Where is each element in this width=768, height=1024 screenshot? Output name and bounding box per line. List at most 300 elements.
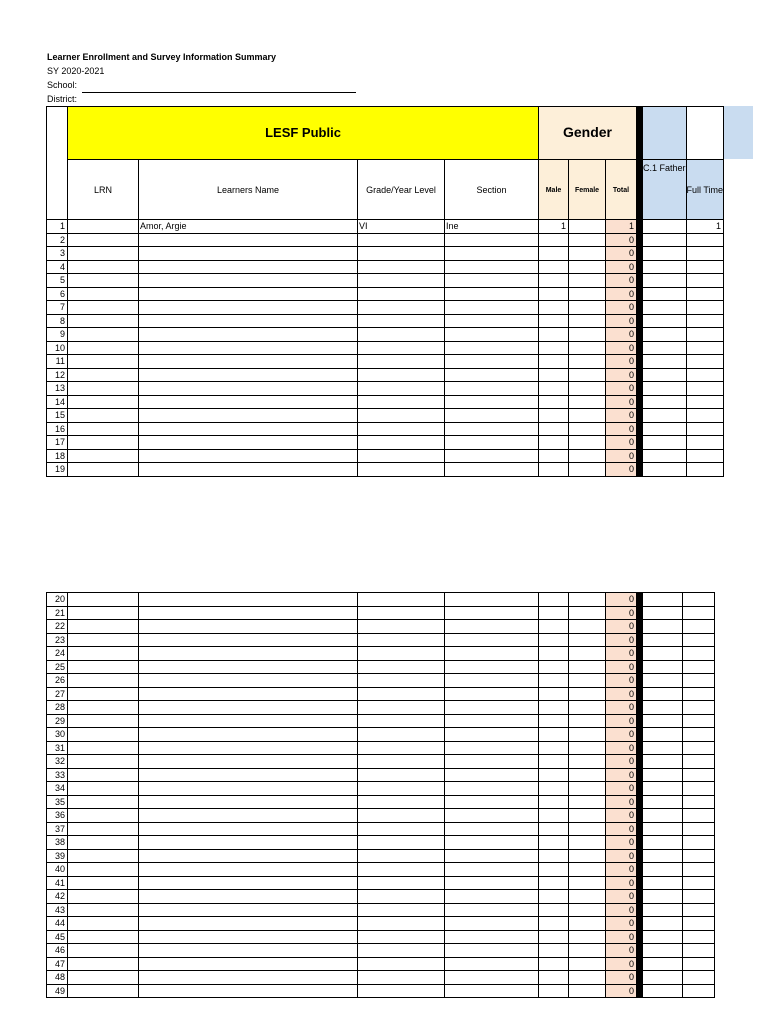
cell-male — [539, 836, 569, 850]
table-row — [47, 714, 715, 728]
cell-full-time: 1 — [686, 220, 724, 234]
cell-father — [643, 741, 683, 755]
cell-father — [643, 220, 687, 234]
table-row — [47, 944, 715, 958]
cell-total: 0 — [606, 341, 637, 355]
cell-full-time — [686, 409, 724, 423]
cell-father — [643, 795, 683, 809]
cell-female — [569, 984, 606, 998]
cell-num: 25 — [47, 660, 68, 674]
cell-section — [445, 728, 539, 742]
table-row — [47, 409, 724, 423]
cell-total: 0 — [606, 620, 637, 634]
table-row — [47, 741, 715, 755]
cell-lrn — [68, 593, 139, 607]
cell-female — [569, 903, 606, 917]
table-row — [47, 849, 715, 863]
cell-full-time — [683, 701, 715, 715]
cell-grade — [358, 768, 445, 782]
cell-section — [445, 314, 539, 328]
cell-total: 0 — [606, 422, 637, 436]
cell-male — [539, 984, 569, 998]
table-row — [47, 863, 715, 877]
cell-female — [569, 836, 606, 850]
cell-female — [569, 701, 606, 715]
cell-female — [569, 620, 606, 634]
cell-female — [569, 863, 606, 877]
cell-grade — [358, 233, 445, 247]
cell-section — [445, 449, 539, 463]
cell-full-time — [683, 687, 715, 701]
cell-male — [539, 395, 569, 409]
cell-section — [445, 593, 539, 607]
cell-father — [643, 287, 687, 301]
cell-section — [445, 620, 539, 634]
cell-female — [569, 328, 606, 342]
cell-male — [539, 274, 569, 288]
cell-total: 0 — [606, 647, 637, 661]
cell-female — [569, 890, 606, 904]
cell-female — [569, 449, 606, 463]
cell-full-time — [683, 633, 715, 647]
table-row — [47, 647, 715, 661]
cell-male — [539, 809, 569, 823]
cell-female — [569, 355, 606, 369]
cell-grade — [358, 795, 445, 809]
cell-full-time — [686, 341, 724, 355]
cell-male — [539, 660, 569, 674]
cell-male — [539, 368, 569, 382]
cell-grade — [358, 822, 445, 836]
cell-lrn — [68, 674, 139, 688]
cell-lrn — [68, 382, 139, 396]
cell-num: 8 — [47, 314, 68, 328]
cell-num: 16 — [47, 422, 68, 436]
table-row — [47, 233, 724, 247]
cell-name — [139, 436, 358, 450]
cell-female — [569, 755, 606, 769]
cell-num: 1 — [47, 220, 68, 234]
cell-name — [139, 863, 358, 877]
total-header: Total — [606, 160, 637, 220]
cell-father — [643, 876, 683, 890]
cell-father — [643, 355, 687, 369]
cell-male — [539, 728, 569, 742]
cell-female — [569, 917, 606, 931]
cell-father — [643, 593, 683, 607]
cell-male — [539, 341, 569, 355]
cell-grade — [358, 449, 445, 463]
cell-grade — [358, 930, 445, 944]
cell-name — [139, 463, 358, 477]
cell-total: 0 — [606, 849, 637, 863]
cell-section — [445, 633, 539, 647]
table-row — [47, 795, 715, 809]
cell-grade — [358, 260, 445, 274]
cell-male — [539, 903, 569, 917]
cell-father — [643, 971, 683, 985]
cell-section — [445, 328, 539, 342]
cell-total: 0 — [606, 660, 637, 674]
cell-grade — [358, 957, 445, 971]
cell-father — [643, 436, 687, 450]
cell-section — [445, 274, 539, 288]
cell-male — [539, 314, 569, 328]
cell-full-time — [686, 260, 724, 274]
cell-num: 17 — [47, 436, 68, 450]
cell-section — [445, 741, 539, 755]
cell-lrn — [68, 741, 139, 755]
cell-section — [445, 903, 539, 917]
cell-father — [643, 917, 683, 931]
table-row — [47, 782, 715, 796]
cell-section — [445, 247, 539, 261]
cell-lrn — [68, 463, 139, 477]
cell-num: 22 — [47, 620, 68, 634]
cell-father — [643, 930, 683, 944]
cell-total: 0 — [606, 287, 637, 301]
cell-total: 0 — [606, 755, 637, 769]
cell-grade — [358, 944, 445, 958]
cell-father — [643, 660, 683, 674]
cell-total: 0 — [606, 971, 637, 985]
cell-father — [643, 836, 683, 850]
cell-lrn — [68, 984, 139, 998]
cell-grade — [358, 809, 445, 823]
cell-total: 0 — [606, 463, 637, 477]
cell-lrn — [68, 436, 139, 450]
cell-grade — [358, 701, 445, 715]
cell-section — [445, 930, 539, 944]
cell-num: 40 — [47, 863, 68, 877]
cell-lrn — [68, 957, 139, 971]
cell-section — [445, 422, 539, 436]
cell-total: 0 — [606, 274, 637, 288]
cell-num: 41 — [47, 876, 68, 890]
cell-grade — [358, 409, 445, 423]
survey-header-blank — [643, 107, 687, 160]
cell-female — [569, 382, 606, 396]
cell-female — [569, 463, 606, 477]
cell-name — [139, 768, 358, 782]
cell-total: 0 — [606, 701, 637, 715]
cell-num: 32 — [47, 755, 68, 769]
cell-male — [539, 701, 569, 715]
cell-num: 11 — [47, 355, 68, 369]
cell-father — [643, 863, 683, 877]
cell-grade — [358, 274, 445, 288]
cell-female — [569, 809, 606, 823]
learners-name-header: Learners Name — [139, 160, 358, 220]
cell-female — [569, 409, 606, 423]
cell-name — [139, 795, 358, 809]
cell-name — [139, 647, 358, 661]
cell-section — [445, 890, 539, 904]
cell-male — [539, 620, 569, 634]
cell-total: 0 — [606, 593, 637, 607]
cell-name — [139, 341, 358, 355]
cell-male — [539, 795, 569, 809]
table-row — [47, 341, 724, 355]
cell-father — [643, 782, 683, 796]
table-row — [47, 620, 715, 634]
cell-num: 49 — [47, 984, 68, 998]
cell-lrn — [68, 930, 139, 944]
cell-grade — [358, 903, 445, 917]
cell-father — [643, 328, 687, 342]
cell-female — [569, 368, 606, 382]
cell-father — [643, 422, 687, 436]
cell-male — [539, 741, 569, 755]
cell-name — [139, 593, 358, 607]
cell-name — [139, 620, 358, 634]
cell-female — [569, 741, 606, 755]
cell-female — [569, 220, 606, 234]
cell-num: 7 — [47, 301, 68, 315]
table-row — [47, 984, 715, 998]
cell-full-time — [683, 768, 715, 782]
cell-grade — [358, 647, 445, 661]
table-row — [47, 701, 715, 715]
cell-full-time — [686, 395, 724, 409]
cell-lrn — [68, 903, 139, 917]
cell-total: 0 — [606, 301, 637, 315]
cell-father — [643, 368, 687, 382]
cell-female — [569, 795, 606, 809]
cell-total: 0 — [606, 903, 637, 917]
cell-female — [569, 687, 606, 701]
cell-male — [539, 768, 569, 782]
cell-female — [569, 728, 606, 742]
cell-father — [643, 647, 683, 661]
cell-lrn — [68, 687, 139, 701]
cell-father — [643, 903, 683, 917]
cell-total: 0 — [606, 809, 637, 823]
table-row — [47, 220, 724, 234]
cell-male — [539, 971, 569, 985]
cell-male — [539, 849, 569, 863]
cell-num: 14 — [47, 395, 68, 409]
table-row — [47, 593, 715, 607]
cell-grade — [358, 606, 445, 620]
cell-father — [643, 247, 687, 261]
cell-female — [569, 714, 606, 728]
cell-grade — [358, 917, 445, 931]
cell-male — [539, 944, 569, 958]
cell-section — [445, 687, 539, 701]
cell-male — [539, 301, 569, 315]
cell-full-time — [686, 301, 724, 315]
cell-lrn — [68, 247, 139, 261]
table-row — [47, 606, 715, 620]
table-row — [47, 890, 715, 904]
cell-name — [139, 633, 358, 647]
full-time-header: Full Time — [686, 160, 724, 220]
cell-full-time — [686, 422, 724, 436]
cell-father — [643, 314, 687, 328]
cell-lrn — [68, 849, 139, 863]
cell-num: 28 — [47, 701, 68, 715]
cell-grade — [358, 341, 445, 355]
cell-total: 0 — [606, 876, 637, 890]
cell-name: Amor, Argie — [139, 220, 358, 234]
cell-full-time — [683, 620, 715, 634]
cell-grade: VI — [358, 220, 445, 234]
cell-father — [643, 849, 683, 863]
section-header: Section — [445, 160, 539, 220]
cell-name — [139, 755, 358, 769]
cell-father — [643, 395, 687, 409]
cell-name — [139, 260, 358, 274]
cell-female — [569, 849, 606, 863]
cell-full-time — [683, 836, 715, 850]
cell-num: 46 — [47, 944, 68, 958]
cell-lrn — [68, 301, 139, 315]
cell-total: 0 — [606, 233, 637, 247]
cell-full-time — [683, 674, 715, 688]
lrn-header: LRN — [68, 160, 139, 220]
cell-female — [569, 660, 606, 674]
cell-name — [139, 674, 358, 688]
cell-total: 0 — [606, 409, 637, 423]
cell-total: 0 — [606, 984, 637, 998]
table-row — [47, 287, 724, 301]
cell-lrn — [68, 917, 139, 931]
cell-total: 0 — [606, 957, 637, 971]
cell-full-time — [683, 606, 715, 620]
cell-total: 0 — [606, 314, 637, 328]
cell-num: 47 — [47, 957, 68, 971]
cell-num: 20 — [47, 593, 68, 607]
cell-full-time — [683, 728, 715, 742]
table-row — [47, 903, 715, 917]
cell-full-time — [683, 755, 715, 769]
cell-full-time — [683, 903, 715, 917]
cell-name — [139, 368, 358, 382]
cell-grade — [358, 422, 445, 436]
cell-father — [643, 822, 683, 836]
cell-male — [539, 422, 569, 436]
cell-name — [139, 890, 358, 904]
cell-num: 38 — [47, 836, 68, 850]
cell-male — [539, 606, 569, 620]
cell-section — [445, 341, 539, 355]
cell-lrn — [68, 822, 139, 836]
cell-female — [569, 314, 606, 328]
cell-lrn — [68, 260, 139, 274]
cell-male — [539, 233, 569, 247]
cell-num: 39 — [47, 849, 68, 863]
cell-name — [139, 395, 358, 409]
table-row — [47, 328, 724, 342]
cell-name — [139, 782, 358, 796]
cell-total: 0 — [606, 714, 637, 728]
cell-section — [445, 463, 539, 477]
cell-lrn — [68, 274, 139, 288]
cell-total: 0 — [606, 741, 637, 755]
table-row — [47, 633, 715, 647]
cell-full-time — [686, 355, 724, 369]
cell-full-time — [686, 314, 724, 328]
cell-num: 5 — [47, 274, 68, 288]
cell-grade — [358, 876, 445, 890]
cell-total: 0 — [606, 795, 637, 809]
cell-grade — [358, 355, 445, 369]
cell-full-time — [683, 863, 715, 877]
cell-lrn — [68, 422, 139, 436]
table-row — [47, 876, 715, 890]
cell-lrn — [68, 341, 139, 355]
table-row — [47, 728, 715, 742]
cell-section — [445, 782, 539, 796]
cell-num: 13 — [47, 382, 68, 396]
cell-male — [539, 917, 569, 931]
table-row — [47, 247, 724, 261]
cell-section — [445, 917, 539, 931]
cell-section — [445, 944, 539, 958]
cell-lrn — [68, 606, 139, 620]
lesf-public-header: LESF Public — [68, 107, 539, 160]
cell-name — [139, 917, 358, 931]
cell-grade — [358, 674, 445, 688]
cell-num: 33 — [47, 768, 68, 782]
cell-father — [643, 728, 683, 742]
cell-full-time — [686, 287, 724, 301]
cell-num: 43 — [47, 903, 68, 917]
cell-female — [569, 301, 606, 315]
cell-lrn — [68, 328, 139, 342]
cell-grade — [358, 728, 445, 742]
cell-total: 0 — [606, 260, 637, 274]
cell-grade — [358, 314, 445, 328]
cell-num: 27 — [47, 687, 68, 701]
cell-female — [569, 287, 606, 301]
cell-num: 19 — [47, 463, 68, 477]
cell-grade — [358, 971, 445, 985]
cell-male — [539, 593, 569, 607]
cell-female — [569, 822, 606, 836]
cell-section — [445, 755, 539, 769]
cell-full-time — [686, 368, 724, 382]
cell-lrn — [68, 768, 139, 782]
cell-num: 44 — [47, 917, 68, 931]
cell-section — [445, 822, 539, 836]
cell-male — [539, 355, 569, 369]
cell-lrn — [68, 633, 139, 647]
cell-grade — [358, 660, 445, 674]
cell-lrn — [68, 620, 139, 634]
cell-father — [643, 301, 687, 315]
school-label: School: — [47, 80, 78, 90]
table-row — [47, 260, 724, 274]
cell-full-time — [683, 809, 715, 823]
cell-female — [569, 782, 606, 796]
cell-num: 23 — [47, 633, 68, 647]
cell-father — [643, 633, 683, 647]
table-row — [47, 422, 724, 436]
cell-grade — [358, 687, 445, 701]
cell-num: 26 — [47, 674, 68, 688]
cell-num: 12 — [47, 368, 68, 382]
cell-total: 0 — [606, 606, 637, 620]
cell-full-time — [683, 782, 715, 796]
cell-total: 0 — [606, 449, 637, 463]
cell-name — [139, 809, 358, 823]
cell-full-time — [683, 741, 715, 755]
cell-lrn — [68, 233, 139, 247]
cell-num: 15 — [47, 409, 68, 423]
cell-father — [643, 341, 687, 355]
